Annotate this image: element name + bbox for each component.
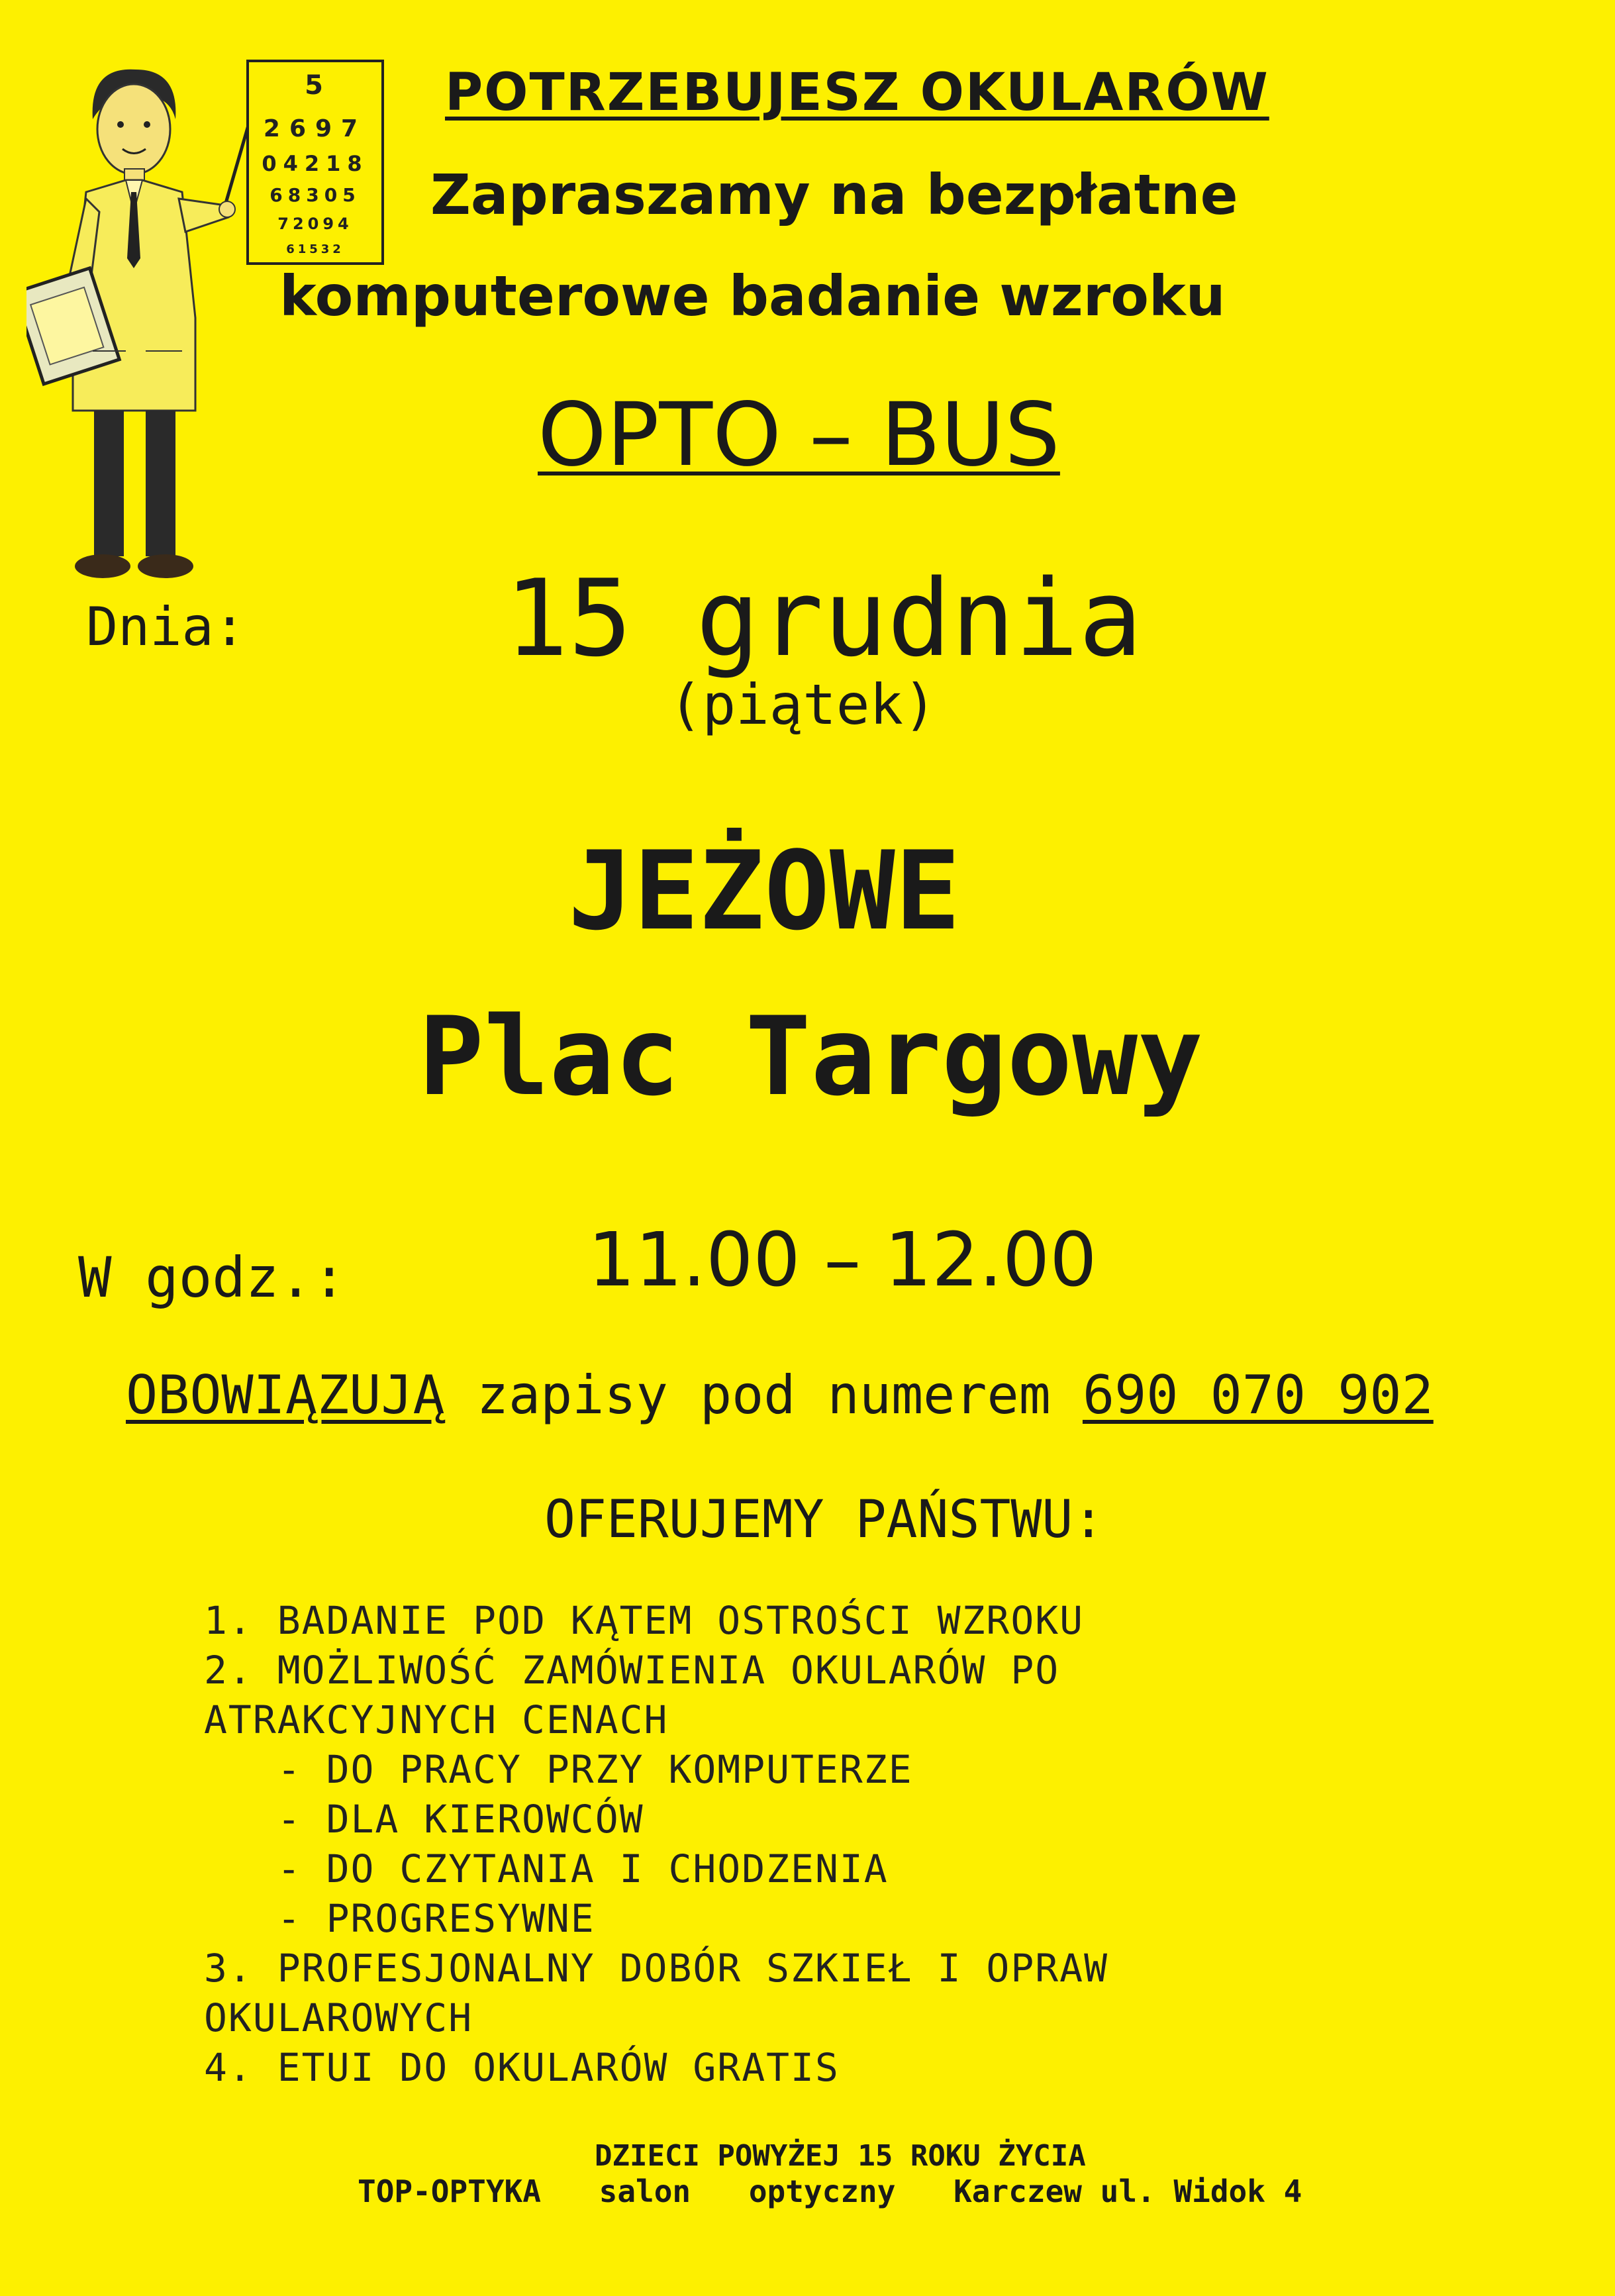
list-item: ATRAKCYJNYCH CENACH	[204, 1697, 669, 1742]
eye-chart-row: 5	[305, 70, 326, 101]
list-item: 2. MOŻLIWOŚĆ ZAMÓWIENIA OKULARÓW PO	[204, 1648, 1060, 1693]
footer-salon: salon	[599, 2173, 691, 2209]
date-weekday: (piątek)	[669, 672, 937, 737]
date-value: 15 grudnia	[505, 556, 1143, 680]
list-item: - PROGRESYWNE	[204, 1896, 595, 1941]
registration-emphasis: OBOWIĄZUJĄ	[126, 1364, 445, 1426]
eye-chart-row: 61532	[286, 242, 344, 256]
subheadline: Zapraszamy na bezpłatne	[430, 162, 1238, 227]
list-item: 3. PROFESJONALNY DOBÓR SZKIEŁ I OPRAW	[204, 1946, 1109, 1991]
list-item: - DLA KIEROWCÓW	[204, 1797, 644, 1842]
subheadline-2: komputerowe badanie wzroku	[279, 264, 1226, 328]
registration-line	[126, 1364, 1434, 1426]
list-item: OKULAROWYCH	[204, 1995, 473, 2040]
footer-optical: optyczny	[748, 2173, 896, 2209]
hours-value: 11.00 – 12.00	[588, 1217, 1097, 1303]
list-item: 4. ETUI DO OKULARÓW GRATIS	[204, 2045, 840, 2090]
registration-text: zapisy pod numerem	[476, 1364, 1051, 1426]
footer-address: Karczew ul. Widok 4	[954, 2173, 1302, 2209]
footer-company: TOP-OPTYKA	[358, 2173, 541, 2209]
optician-illustration	[26, 40, 265, 596]
location-place: Plac Targowy	[418, 993, 1203, 1120]
eye-chart-row: 68305	[269, 184, 361, 206]
date-label: Dnia:	[86, 596, 246, 658]
footer-note: DZIECI POWYŻEJ 15 ROKU ŻYCIA	[595, 2139, 1086, 2173]
eye-chart-row: 72094	[277, 215, 353, 233]
offer-heading: OFERUJEMY PAŃSTWU:	[544, 1490, 1104, 1550]
phone-number[interactable]: 690 070 902	[1082, 1364, 1434, 1426]
list-item: - DO PRACY PRZY KOMPUTERZE	[204, 1747, 913, 1792]
eye-chart-row: 2697	[263, 115, 367, 142]
hours-label: W godz.:	[78, 1245, 346, 1310]
brand-title: OPTO – BUS	[538, 384, 1060, 486]
list-item: - DO CZYTANIA I CHODZENIA	[204, 1846, 889, 1891]
headline: POTRZEBUJESZ OKULARÓW	[445, 63, 1269, 123]
footer-line	[358, 2173, 1302, 2209]
offer-list	[204, 1596, 1108, 2093]
list-item: 1. BADANIE POD KĄTEM OSTROŚCI WZROKU	[204, 1598, 1085, 1643]
eye-chart-row: 04218	[262, 151, 369, 176]
location-town: JEŻOWE	[568, 828, 961, 954]
eye-chart	[246, 60, 384, 265]
